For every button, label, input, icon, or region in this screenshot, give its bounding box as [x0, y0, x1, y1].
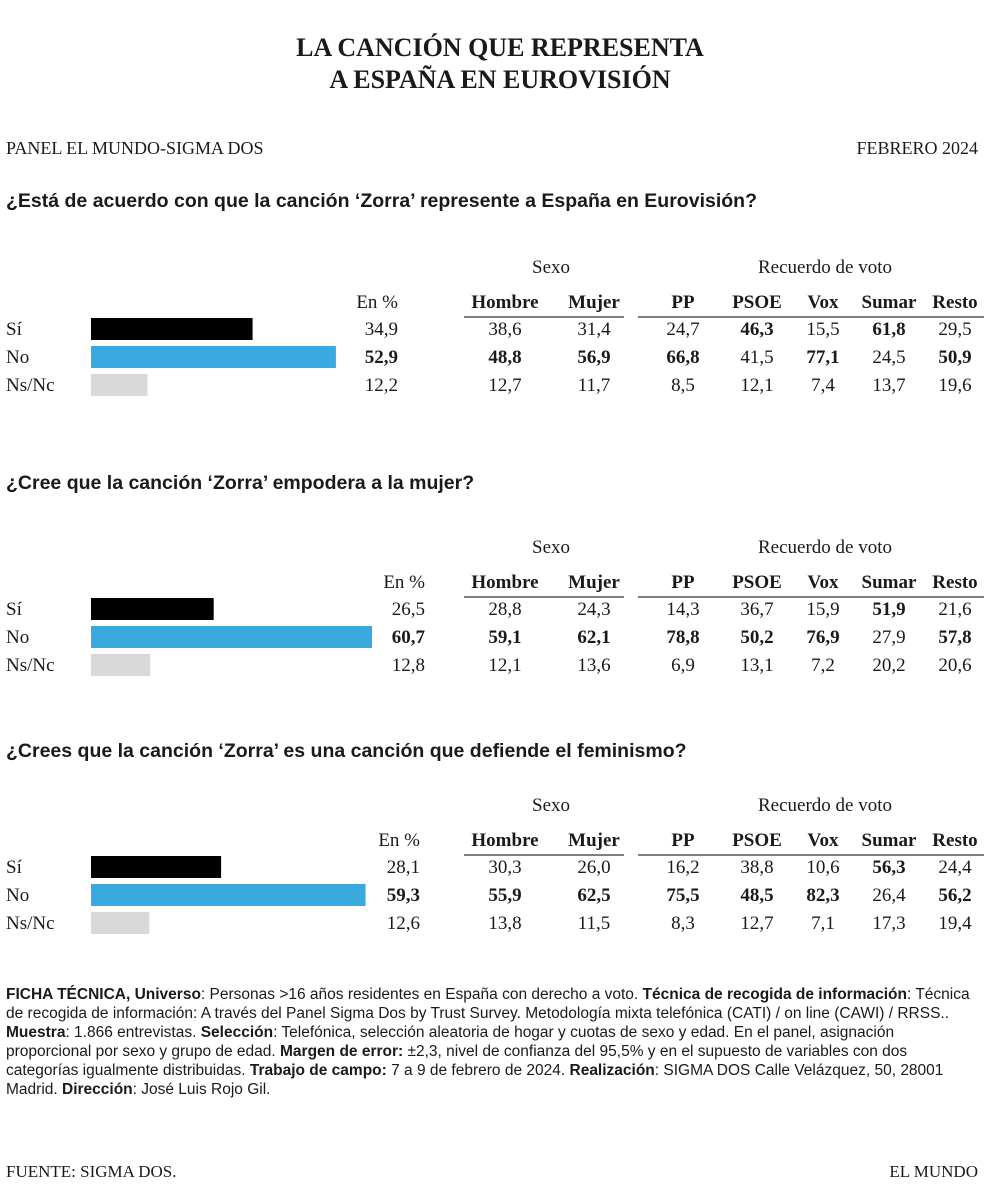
row-label-no: No: [6, 347, 30, 368]
cell-no-sumar: 24,5: [872, 347, 906, 368]
cell-si-resto: 24,4: [938, 857, 972, 878]
group-label-voto: Recuerdo de voto: [757, 257, 893, 278]
column-header-psoe: PSOE: [732, 292, 782, 313]
cell-no-sumar: 26,4: [872, 885, 906, 906]
cell-si-vox: 15,5: [806, 319, 840, 340]
column-header-mujer: Mujer: [568, 292, 620, 313]
cell-si-vox: 15,9: [806, 599, 840, 620]
ficha-label-margen: Margen de error:: [280, 1043, 404, 1060]
cell-si-pp: 24,7: [666, 319, 700, 340]
cell-si-pp: 16,2: [666, 857, 700, 878]
cell-nsnc-pp: 6,9: [671, 655, 695, 676]
ficha-label-direccion: Dirección: [62, 1081, 133, 1098]
total-value-nsnc: 12,8: [391, 655, 425, 676]
bar-nsnc: [91, 912, 149, 934]
date-label: FEBRERO 2024: [856, 138, 978, 158]
column-header-en-pct: En %: [378, 830, 420, 851]
ficha-label-seleccion: Selección: [200, 1024, 274, 1041]
ficha-text-direccion: : José Luis Rojo Gil.: [132, 1081, 271, 1098]
ficha-label-campo: Trabajo de campo:: [249, 1062, 387, 1079]
survey-table-2: [0, 525, 1000, 735]
cell-nsnc-resto: 20,6: [938, 655, 972, 676]
ficha-text-seleccion: : Telefónica, selección aleatoria de hogar y cuotas de sexo y edad. En el panel, asignación proporcional por sexo y grupo de edad.: [6, 1024, 895, 1060]
cell-no-mujer: 62,1: [577, 627, 611, 648]
cell-nsnc-psoe: 12,1: [740, 375, 774, 396]
column-header-resto: Resto: [932, 830, 978, 851]
ficha-label-realizacion: Realización: [569, 1062, 655, 1079]
column-header-psoe: PSOE: [732, 572, 782, 593]
row-label-si: Sí: [6, 319, 22, 340]
column-header-pp: PP: [671, 830, 695, 851]
total-value-nsnc: 12,2: [364, 375, 398, 396]
cell-si-sumar: 61,8: [872, 319, 906, 340]
cell-si-resto: 21,6: [938, 599, 972, 620]
cell-nsnc-hombre: 12,7: [488, 375, 522, 396]
ficha-text-margen: ±2,3, nivel de confianza del 95,5% y en el supuesto de variables con dos categorías igualmente distribuidas.: [6, 1043, 908, 1079]
cell-no-resto: 57,8: [938, 627, 972, 648]
group-label-sexo: Sexo: [532, 795, 570, 816]
column-header-sumar: Sumar: [861, 572, 917, 593]
cell-nsnc-pp: 8,5: [671, 375, 695, 396]
cell-nsnc-hombre: 13,8: [488, 913, 522, 934]
panel-label: PANEL EL MUNDO-SIGMA DOS: [6, 138, 264, 158]
column-header-psoe: PSOE: [732, 830, 782, 851]
ficha-text-universo: : Personas >16 años residentes en España con derecho a voto.: [200, 986, 643, 1003]
cell-no-psoe: 48,5: [740, 885, 774, 906]
cell-si-resto: 29,5: [938, 319, 972, 340]
total-value-nsnc: 12,6: [386, 913, 420, 934]
cell-no-vox: 76,9: [806, 627, 840, 648]
column-header-vox: Vox: [807, 572, 839, 593]
cell-si-hombre: 28,8: [488, 599, 522, 620]
cell-si-hombre: 30,3: [488, 857, 522, 878]
ficha-text-tecnica: : Técnica de recogida de información: A través del Panel Sigma Dos by Trust Survey. Metodología mixta telefónica (CATI) / on line (CAWI) / RRSS..: [6, 986, 970, 1022]
cell-no-psoe: 41,5: [740, 347, 774, 368]
cell-no-hombre: 55,9: [488, 885, 522, 906]
ficha-label-universo: FICHA TÉCNICA, Universo: [6, 986, 201, 1003]
column-header-vox: Vox: [807, 830, 839, 851]
row-label-si: Sí: [6, 857, 22, 878]
cell-si-mujer: 31,4: [577, 319, 611, 340]
total-value-si: 28,1: [386, 857, 420, 878]
cell-no-mujer: 62,5: [577, 885, 611, 906]
bar-si: [91, 856, 221, 878]
total-value-si: 26,5: [391, 599, 425, 620]
column-header-mujer: Mujer: [568, 572, 620, 593]
column-header-hombre: Hombre: [471, 572, 539, 593]
cell-nsnc-sumar: 17,3: [872, 913, 906, 934]
cell-no-vox: 77,1: [806, 347, 840, 368]
row-label-nsnc: Ns/Nc: [6, 655, 55, 676]
column-header-hombre: Hombre: [471, 830, 539, 851]
technical-note: [6, 985, 981, 1099]
table-svg: [0, 783, 1000, 993]
survey-table-1: [0, 245, 1000, 455]
cell-no-sumar: 27,9: [872, 627, 906, 648]
table-svg: [0, 245, 1000, 455]
cell-nsnc-vox: 7,4: [811, 375, 835, 396]
group-label-sexo: Sexo: [532, 257, 570, 278]
cell-nsnc-psoe: 13,1: [740, 655, 774, 676]
cell-nsnc-sumar: 13,7: [872, 375, 906, 396]
bar-no: [91, 884, 366, 906]
column-header-sumar: Sumar: [861, 830, 917, 851]
cell-nsnc-pp: 8,3: [671, 913, 695, 934]
column-header-pp: PP: [671, 572, 695, 593]
cell-nsnc-resto: 19,6: [938, 375, 972, 396]
cell-nsnc-resto: 19,4: [938, 913, 972, 934]
column-header-pp: PP: [671, 292, 695, 313]
cell-nsnc-vox: 7,2: [811, 655, 835, 676]
column-header-resto: Resto: [932, 572, 978, 593]
column-header-resto: Resto: [932, 292, 978, 313]
cell-no-pp: 78,8: [666, 627, 700, 648]
bar-no: [91, 626, 372, 648]
cell-nsnc-mujer: 13,6: [577, 655, 611, 676]
cell-nsnc-hombre: 12,1: [488, 655, 522, 676]
cell-nsnc-mujer: 11,7: [577, 375, 611, 396]
cell-no-pp: 66,8: [666, 347, 700, 368]
title-line-1: LA CANCIÓN QUE REPRESENTA: [296, 33, 704, 62]
cell-no-psoe: 50,2: [740, 627, 774, 648]
group-label-sexo: Sexo: [532, 537, 570, 558]
cell-si-sumar: 51,9: [872, 599, 906, 620]
bar-nsnc: [91, 654, 150, 676]
ficha-text-realizacion: : SIGMA DOS Calle Velázquez, 50, 28001 Madrid.: [6, 1062, 944, 1098]
ficha-text-campo: 7 a 9 de febrero de 2024.: [386, 1062, 570, 1079]
row-label-nsnc: Ns/Nc: [6, 375, 55, 396]
cell-nsnc-mujer: 11,5: [577, 913, 611, 934]
table-svg: [0, 525, 1000, 735]
cell-si-vox: 10,6: [806, 857, 840, 878]
column-header-vox: Vox: [807, 292, 839, 313]
column-header-hombre: Hombre: [471, 292, 539, 313]
cell-si-psoe: 36,7: [740, 599, 774, 620]
cell-nsnc-sumar: 20,2: [872, 655, 906, 676]
row-label-no: No: [6, 627, 30, 648]
cell-si-hombre: 38,6: [488, 319, 522, 340]
cell-nsnc-vox: 7,1: [811, 913, 835, 934]
cell-no-resto: 56,2: [938, 885, 972, 906]
cell-no-resto: 50,9: [938, 347, 972, 368]
column-header-en-pct: En %: [356, 292, 398, 313]
cell-si-psoe: 46,3: [740, 319, 774, 340]
row-label-si: Sí: [6, 599, 22, 620]
column-header-sumar: Sumar: [861, 292, 917, 313]
source-label: FUENTE: SIGMA DOS.: [6, 1162, 177, 1181]
total-value-no: 59,3: [386, 885, 420, 906]
cell-si-psoe: 38,8: [740, 857, 774, 878]
cell-no-pp: 75,5: [666, 885, 700, 906]
group-label-voto: Recuerdo de voto: [757, 537, 893, 558]
cell-si-pp: 14,3: [666, 599, 700, 620]
question-1: ¿Está de acuerdo con que la canción ‘Zorra’ represente a España en Eurovisión?: [6, 190, 757, 212]
group-label-voto: Recuerdo de voto: [757, 795, 893, 816]
column-header-mujer: Mujer: [568, 830, 620, 851]
total-value-si: 34,9: [364, 319, 398, 340]
question-2: ¿Cree que la canción ‘Zorra’ empodera a la mujer?: [6, 472, 475, 494]
cell-si-sumar: 56,3: [872, 857, 906, 878]
cell-nsnc-psoe: 12,7: [740, 913, 774, 934]
bar-si: [91, 318, 253, 340]
row-label-no: No: [6, 885, 30, 906]
total-value-no: 60,7: [391, 627, 425, 648]
title-line-2: A ESPAÑA EN EUROVISIÓN: [329, 65, 671, 94]
ficha-label-tecnica: Técnica de recogida de información: [642, 986, 907, 1003]
cell-no-hombre: 59,1: [488, 627, 522, 648]
survey-table-3: [0, 783, 1000, 993]
ficha-text-muestra: : 1.866 entrevistas.: [65, 1024, 201, 1041]
ficha-label-muestra: Muestra: [6, 1024, 66, 1041]
cell-si-mujer: 24,3: [577, 599, 611, 620]
cell-no-hombre: 48,8: [488, 347, 522, 368]
cell-si-mujer: 26,0: [577, 857, 611, 878]
column-header-en-pct: En %: [383, 572, 425, 593]
row-label-nsnc: Ns/Nc: [6, 913, 55, 934]
question-3: ¿Crees que la canción ‘Zorra’ es una canción que defiende el feminismo?: [6, 740, 687, 762]
bar-si: [91, 598, 214, 620]
total-value-no: 52,9: [364, 347, 398, 368]
cell-no-mujer: 56,9: [577, 347, 611, 368]
bar-nsnc: [91, 374, 147, 396]
cell-no-vox: 82,3: [806, 885, 840, 906]
bar-no: [91, 346, 336, 368]
brand-label: EL MUNDO: [889, 1162, 978, 1181]
